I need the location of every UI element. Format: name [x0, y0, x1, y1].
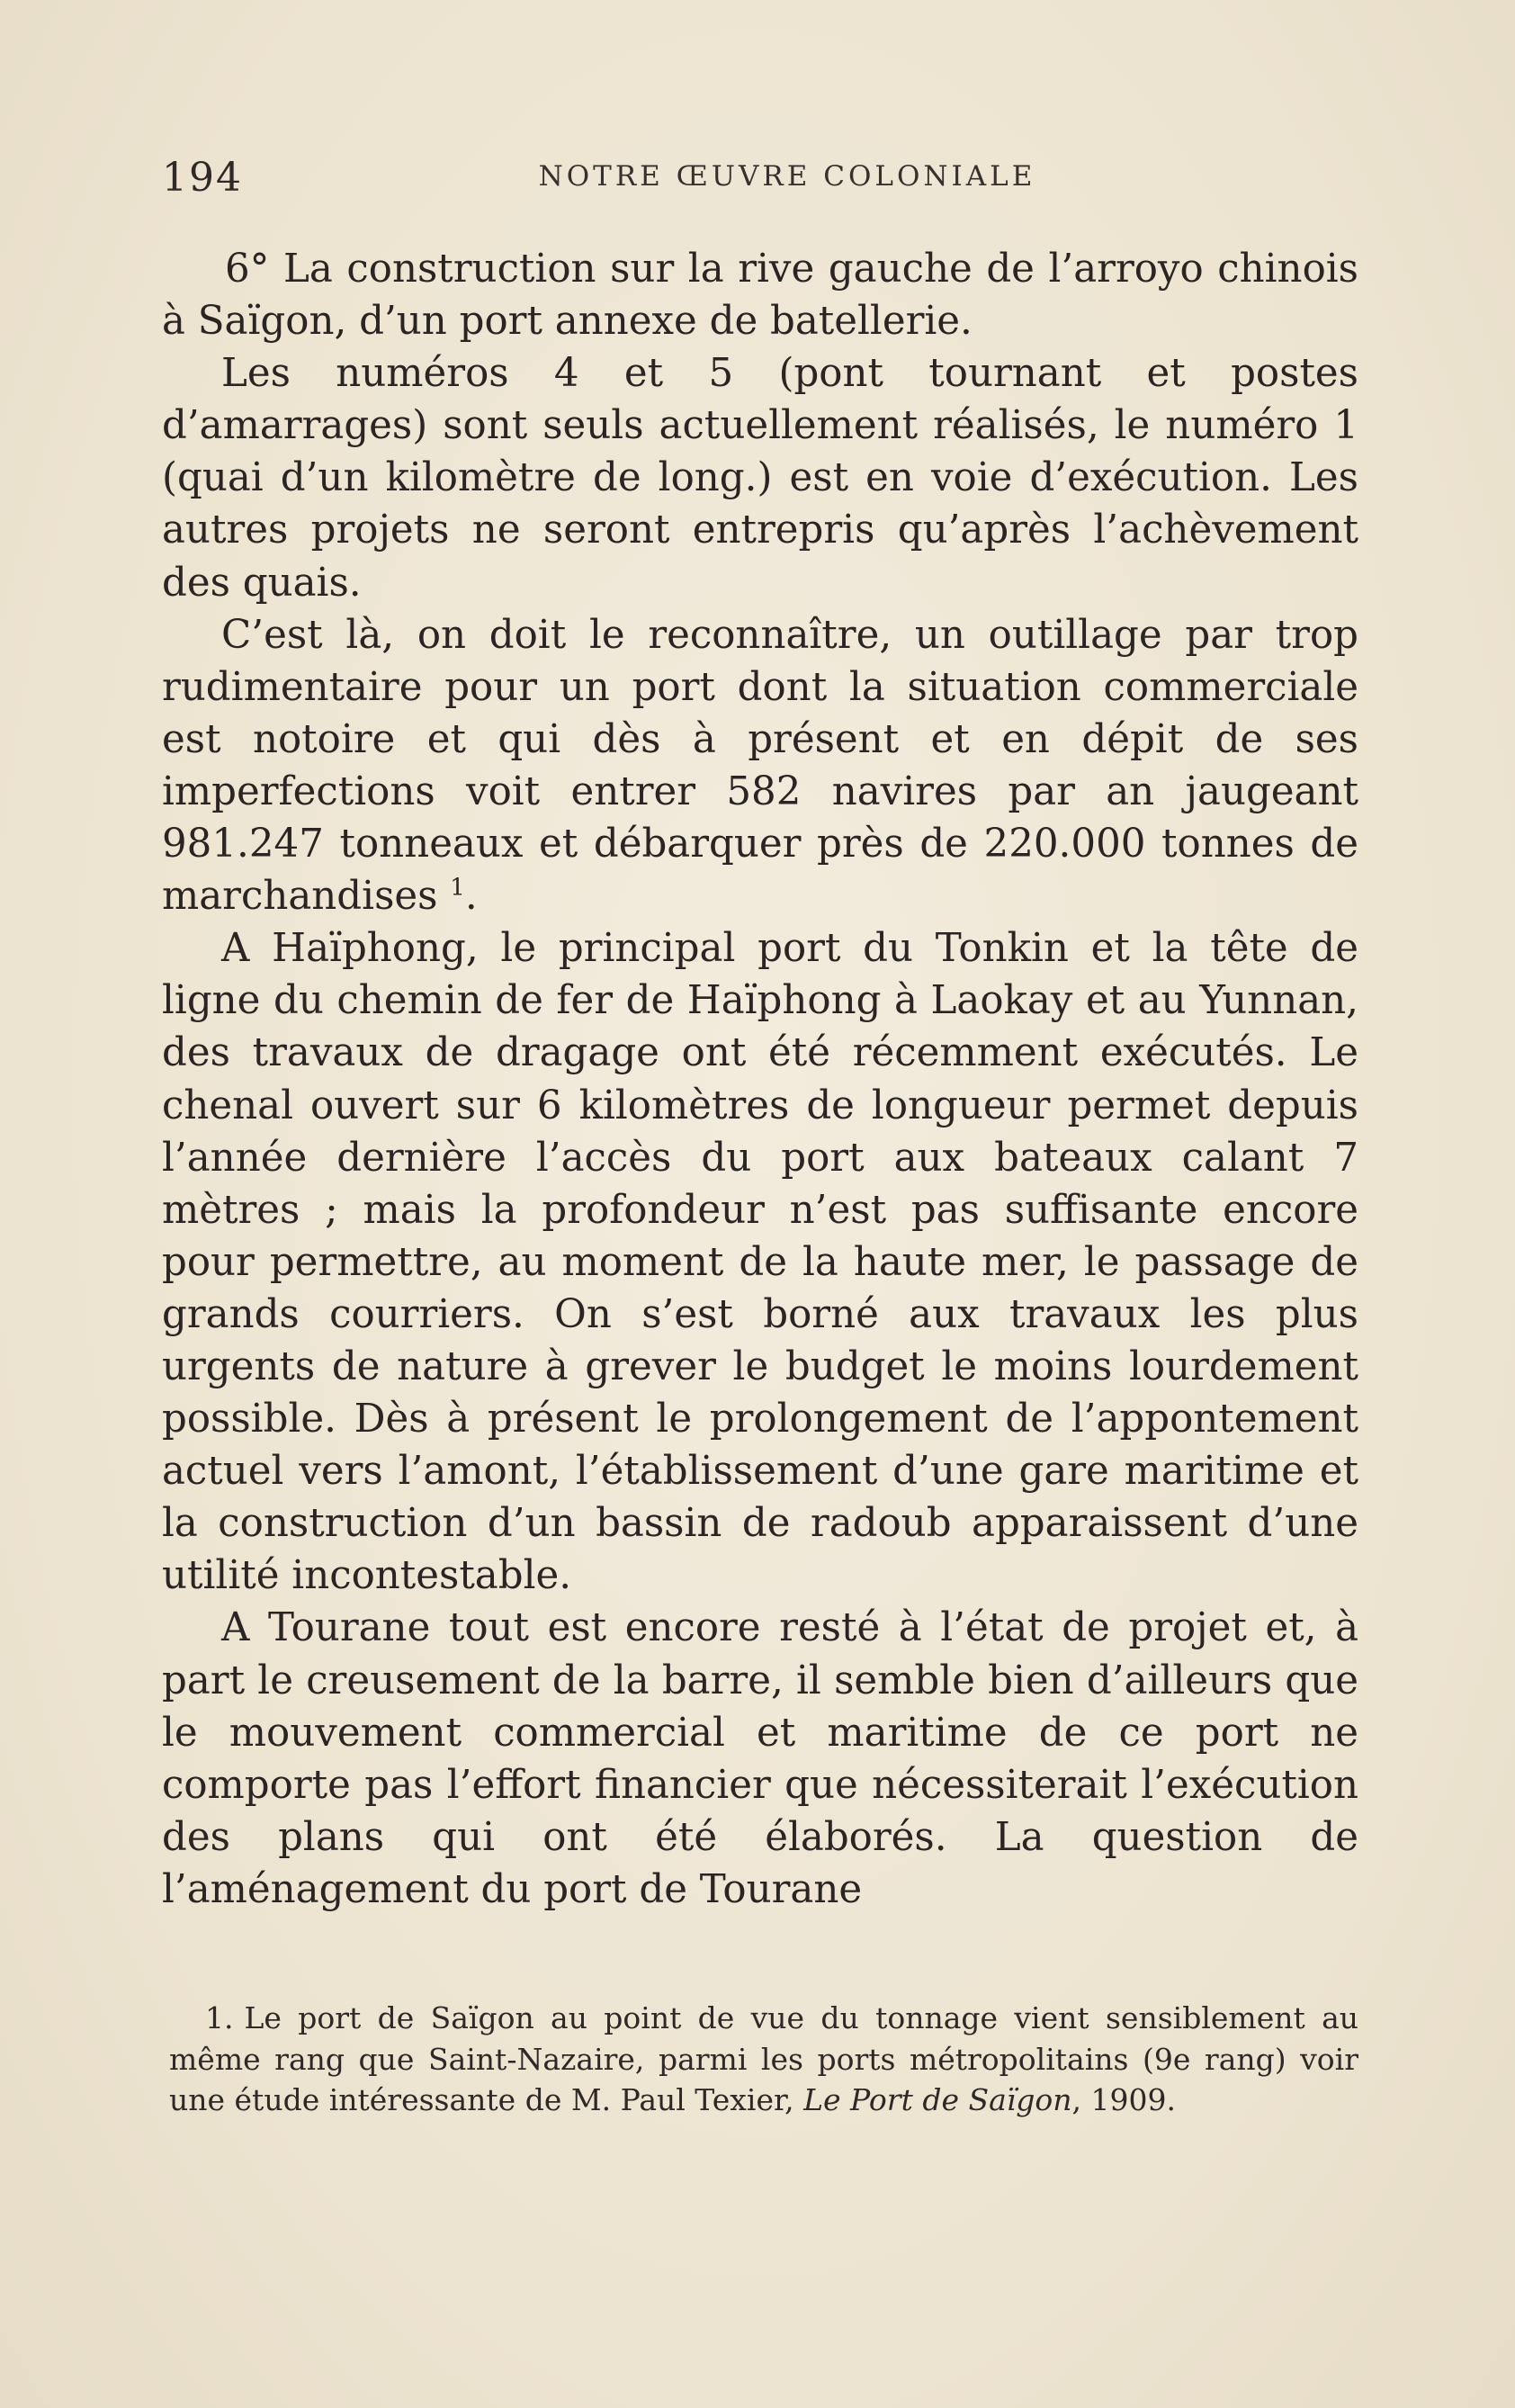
footnote-number: 1. [205, 2000, 234, 2035]
footnote-reference-period: . [464, 874, 478, 920]
footnote-reference: 1 [450, 874, 465, 902]
footnote-text: Le port de Saïgon au point de vue du tonnage vient sensiblement au même rang que Saint-Nazaire, parmi les ports métropolitains (9e rang) voir une étude intéressante de M. Paul Texier, [169, 2000, 1358, 2117]
footnote-year: , 1909. [1071, 2082, 1176, 2117]
body-text [162, 243, 1358, 1916]
footnote-cited-title: Le Port de Saïgon [803, 2082, 1072, 2117]
running-head: NOTRE ŒUVRE COLONIALE [538, 160, 1036, 193]
paragraph-tourane: A Tourane tout est encore resté à l’état de projet et, à part le creusement de la barre, il semble bien d’ailleurs que le mouvement commercial et maritime de ce port ne comporte pas l’effort financier que nécessiterait l’exécution des plans qui ont été élaborés. La question de l’aménagement du port de Tourane [162, 1605, 1358, 1912]
paragraph-saigon-text: C’est là, on doit le reconnaître, un outillage par trop rudimentaire pour un port dont la situation commerciale est notoire et qui dès à présent et en dépit de ses imperfections voit entrer 582 navires par an jaugeant 981.247 tonneaux et débarquer près de 220.000 tonnes de marchandises [162, 612, 1358, 920]
page-number: 194 [162, 155, 243, 201]
page-header [162, 155, 1358, 209]
footnote [169, 1998, 1358, 2121]
paragraph-haiphong: A Haïphong, le principal port du Tonkin et la tête de ligne du chemin de fer de Haïphong à Laokay et au Yunnan, des travaux de dragage ont été récemment exécutés. Le chenal ouvert sur 6 kilomètres de longueur permet depuis l’année dernière l’accès du port aux bateaux calant 7 mètres ; mais la profondeur n’est pas suffisante encore pour permettre, au moment de la haute mer, le passage de grands courriers. On s’est borné aux travaux les plus urgents de nature à grever le budget le moins lourdement possible. Dès à présent le prolongement de l’appontement actuel vers l’amont, l’établissement d’une gare maritime et la construction d’un bassin de radoub apparaissent d’une utilité incontestable. [162, 926, 1358, 1599]
paragraph-saigon-outillage [162, 609, 1358, 923]
paragraph-item-6: 6° La construction sur la rive gauche de l’arroyo chinois à Saïgon, d’un port annexe de batellerie. [162, 247, 1358, 345]
paragraph-numbers-status: Les numéros 4 et 5 (pont tournant et postes d’amarrages) sont seuls actuellement réalisés, le numéro 1 (quai d’un kilomètre de long.) est en voie d’exécution. Les autres projets ne seront entrepris qu’après l’achèvement des quais. [162, 351, 1358, 606]
